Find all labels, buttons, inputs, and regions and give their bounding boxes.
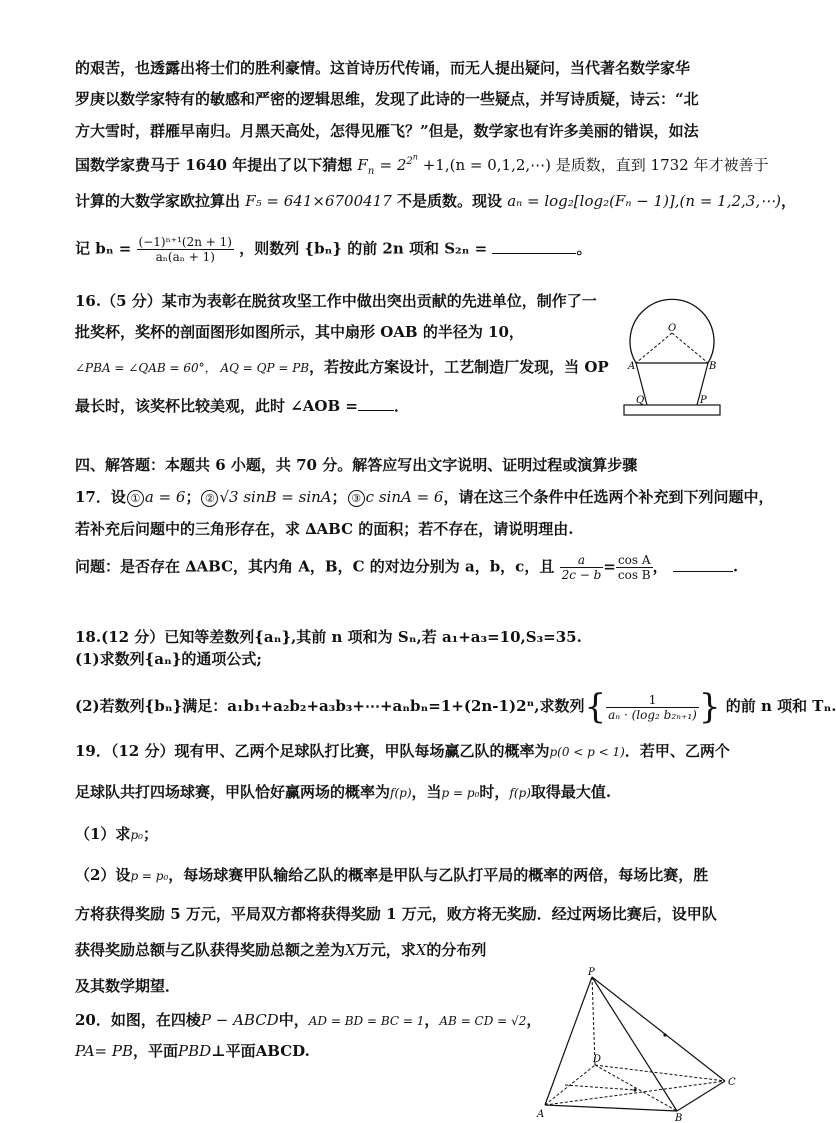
q17-line: 17．设 ① a = 6； ② √3 sinB = sinA； ③ c sinA = 6，请在这三个条件中任选两个补充到下列问题中， [75, 488, 774, 506]
answer-blank[interactable] [492, 253, 576, 254]
label-O: O [668, 323, 677, 334]
q16-line: 最长时，该奖杯比较美观，此时 ∠AOB = ． [75, 397, 409, 415]
q19-line: 足球队共打四场球赛，甲队恰好赢两场的概率为f(p)，当p = p₀时，f(p)取得最大值. [75, 783, 612, 801]
q19-line: （2）设p = p₀，每场球赛甲队输给乙队的概率是甲队与乙队打平局的概率的两倍，每场比赛，胜 [75, 866, 709, 884]
answer-blank[interactable] [358, 410, 394, 411]
trophy-figure [620, 285, 725, 425]
euler-line: 计算的大数学家欧拉算出 F₅ = 641×6700417 不是质数。现设 aₙ = log₂[log₂(Fₙ − 1)],(n = 1,2,3,⋯)， [75, 192, 796, 210]
text-line: 罗庚以数学家特有的敏感和严密的逻辑思维，发现了此诗的一些疑点，并写诗质疑，诗云：“北 [75, 90, 699, 108]
fermat-line: 国数学家费马于 1640 年提出了以下猜想 $F_n = 2^{2^n} +1,(n$ = 0,1,2,⋯) 是质数，直到 1732 年才被善于 [75, 152, 769, 177]
section-heading: 四、解答题：本题共 6 小题，共 70 分。解答应写出文字说明、证明过程或演算步骤 [75, 456, 638, 474]
label-B: B [709, 361, 717, 372]
label-C: C [728, 1077, 736, 1088]
q16-line: ∠PBA = ∠QAB = 60°， AQ = QP = PB，若按此方案设计，工艺制造厂发现，当 OP [75, 358, 609, 376]
sequence-line: 记 bₙ = $\frac{\text{(−1)ⁿ⁺¹(2n + 1)}}{\text{aₙ(aₙ + 1)}}$ ，则数列 {bₙ} 的前 2n 项和 S₂ₙ = 。 [75, 235, 592, 264]
q17-line: 问题：是否存在 ∆ABC，其内角 A，B，C 的对边分别为 a，b，c，且 $\frac{a}{2c - b}$ = $\frac{\text{cos A}}{\text{cos B}}$ ， . [75, 553, 739, 582]
q19-line: 获得奖励总额与乙队获得奖励总额之差为X万元，求X的分布列 [75, 941, 487, 959]
q16-line: 16.（5 分）某市为表彰在脱贫攻坚工作中做出突出贡献的先进单位，制作了一 [75, 292, 597, 310]
text-line: 方大雪时，群雁早南归。月黑天高处，怎得见雁飞？”但是，数学家也有许多美丽的错误，如法 [75, 122, 699, 140]
q16-line: 批奖杯，奖杯的剖面图形如图所示，其中扇形 OAB 的半径为 10， [75, 323, 524, 341]
q19-line: 及其数学期望． [75, 977, 181, 995]
label-Q: Q [636, 395, 645, 406]
label-P: P [588, 967, 595, 978]
q18-line: (2)若数列{bₙ}满足：a₁b₁+a₂b₂+a₃b₃+⋯+aₙbₙ=1+(2n-1)2ⁿ,求数列{ $\frac{1}{\text{aₙ · (log₂ b₂ₙ₊₁)}}$ } 的前 n 项和 Tₙ. [75, 687, 836, 727]
q19-line: 方将获得奖励 5 万元，平局双方都将获得奖励 1 万元，败方将无奖励．经过两场比赛后，设甲队 [75, 905, 717, 923]
q18-line: 18.(12 分）已知等差数列{aₙ},其前 n 项和为 Sₙ,若 a₁+a₃=10,S₃=35. [75, 628, 582, 646]
q17-line: 若补充后问题中的三角形存在，求 ∆ABC 的面积；若不存在，请说明理由. [75, 520, 574, 538]
q20-line: 20．如图，在四棱P − ABCD中，AD = BD = BC = 1，AB = CD = √2， [75, 1011, 542, 1029]
answer-blank[interactable] [673, 571, 733, 572]
q20-line: PA= PB，平面PBD⊥平面ABCD. [75, 1042, 310, 1060]
label-A: A [628, 361, 636, 372]
cos-fraction: $\frac{\text{cos A}}{\text{cos B}}$ [617, 553, 651, 582]
pyramid-figure [535, 965, 745, 1121]
q19-line: （1）求p₀； [75, 825, 158, 843]
ratio-fraction: $\frac{a}{2c - b}$ [561, 553, 602, 582]
q18-line: (1)求数列{aₙ}的通项公式; [75, 650, 262, 668]
label-D: D [593, 1054, 602, 1065]
q19-line: 19．（12 分）现有甲、乙两个足球队打比赛，甲队每场赢乙队的概率为p(0 < p < 1)．若甲、乙两个 [75, 742, 730, 760]
bn-fraction: $\frac{\text{(−1)ⁿ⁺¹(2n + 1)}}{\text{aₙ(aₙ + 1)}}$ [138, 235, 232, 264]
label-A: A [537, 1109, 545, 1120]
tn-fraction: $\frac{1}{\text{aₙ · (log₂ b₂ₙ₊₁)}}$ [608, 692, 697, 722]
label-P: P [700, 395, 707, 406]
text-line: 的艰苦，也透露出将士们的胜利豪情。这首诗历代传诵，而无人提出疑问，当代著名数学家华 [75, 59, 691, 77]
label-B: B [675, 1113, 683, 1123]
